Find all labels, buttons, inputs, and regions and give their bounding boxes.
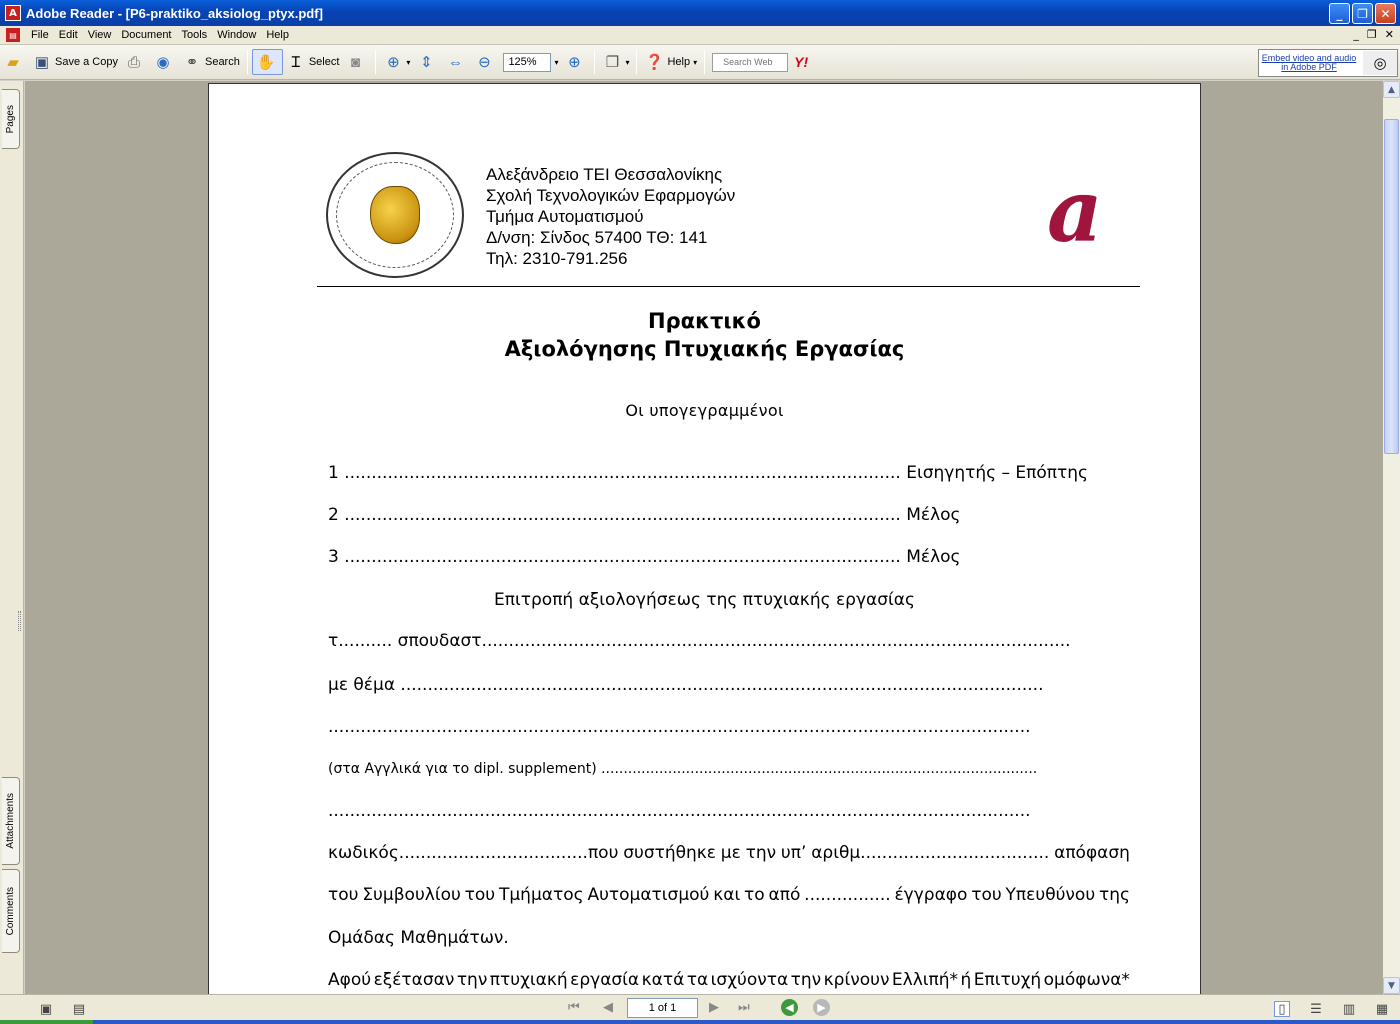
text-word: Υπευθύνου bbox=[1005, 885, 1096, 905]
institution-line: Σχολή Τεχνολογικών Εφαρμογών bbox=[486, 186, 736, 205]
facing-view-icon[interactable]: ▥ bbox=[1342, 1001, 1356, 1017]
next-page-button[interactable]: ▶ bbox=[709, 1000, 719, 1015]
document-title: Πρακτικό bbox=[648, 309, 761, 333]
text-word: κατά bbox=[641, 970, 685, 990]
committee-heading: Επιτροπή αξιολογήσεως της πτυχιακής εργασίας bbox=[494, 590, 915, 610]
minus-circle-icon: ⊖ bbox=[478, 54, 491, 71]
continuous-facing-view-icon[interactable]: ▦ bbox=[1375, 1001, 1389, 1017]
snapshot-button[interactable] bbox=[342, 49, 371, 75]
text-word: Αφού bbox=[328, 970, 372, 990]
topic-continuation-line: .................................................................................................................................. bbox=[328, 717, 1031, 737]
text-word: το bbox=[744, 885, 765, 905]
text-word: την bbox=[745, 843, 777, 863]
pdf-page bbox=[208, 83, 1201, 994]
taskbar-strip bbox=[0, 1020, 1400, 1024]
select-label: Select bbox=[308, 56, 340, 68]
first-page-button[interactable]: ⏮ bbox=[568, 1000, 580, 1015]
topic-line: με θέμα ....................................................................................................................... bbox=[328, 675, 1044, 695]
title-bar bbox=[0, 0, 1400, 26]
document-viewport[interactable] bbox=[25, 81, 1383, 994]
yahoo-logo[interactable]: Y! bbox=[794, 54, 809, 70]
doc-restore-icon[interactable]: ❐ bbox=[1366, 28, 1377, 41]
fit-width-button[interactable] bbox=[442, 49, 471, 75]
tab-attachments-label: Attachments bbox=[5, 793, 16, 849]
page-layout-button[interactable] bbox=[599, 49, 632, 75]
camera-icon: ◙ bbox=[350, 53, 360, 71]
english-continuation-line: .................................................................................................................................. bbox=[328, 801, 1031, 821]
committee-member-3: 3 ....................................................................................................... Μέλος bbox=[328, 547, 961, 567]
council-line bbox=[328, 885, 1130, 905]
tab-attachments[interactable] bbox=[2, 777, 20, 865]
text-word: του bbox=[328, 885, 359, 905]
pane-resize-grip[interactable] bbox=[18, 611, 21, 631]
email-button[interactable] bbox=[150, 49, 179, 75]
last-page-button[interactable]: ⏭ bbox=[738, 1000, 750, 1015]
search-label: Search bbox=[204, 56, 240, 68]
code-line bbox=[328, 843, 1130, 863]
text-word: εργασία bbox=[570, 970, 640, 990]
menu-help[interactable]: Help bbox=[266, 29, 289, 41]
fit-page-icon: ⇕ bbox=[420, 54, 433, 71]
embed-ad-text[interactable]: Embed video and audio in Adobe PDF bbox=[1261, 53, 1357, 72]
zoom-tool-button[interactable] bbox=[380, 49, 413, 75]
maximize-button[interactable]: ❐ bbox=[1352, 3, 1373, 24]
english-topic-line: (στα Αγγλικά για το dipl. supplement) .................................................................................................. bbox=[328, 761, 1038, 777]
committee-member-2: 2 ....................................................................................................... Μέλος bbox=[328, 505, 961, 525]
chevron-down-icon[interactable]: ▾ bbox=[406, 57, 411, 67]
text-word: του bbox=[971, 885, 1002, 905]
monitor-icon[interactable]: ▣ bbox=[39, 1001, 53, 1017]
text-word: Τμήματος bbox=[498, 885, 584, 905]
header-divider bbox=[317, 286, 1140, 287]
help-icon: ❓ bbox=[645, 54, 664, 71]
toolbar-separator bbox=[375, 50, 376, 74]
help-label: Help bbox=[667, 56, 691, 68]
save-copy-label: Save a Copy bbox=[55, 56, 118, 68]
scroll-thumb[interactable] bbox=[1384, 119, 1399, 454]
plus-circle-icon: ⊕ bbox=[568, 54, 581, 71]
adobe-reader-icon: A bbox=[5, 5, 21, 21]
committee-member-1: 1 ....................................................................................................... Εισηγητής – Επόπτης bbox=[328, 463, 1088, 483]
binoculars-icon: ⚭ bbox=[185, 54, 199, 71]
window-title: Adobe Reader - [P6-praktiko_aksiolog_ptyx.pdf] bbox=[26, 5, 323, 21]
text-word: με bbox=[720, 843, 741, 863]
text-word: εξέτασαν bbox=[373, 970, 455, 990]
zoom-level-input[interactable] bbox=[503, 53, 551, 72]
tei-seal-logo bbox=[326, 152, 464, 278]
fit-width-icon: ⇔ bbox=[447, 53, 463, 71]
toolbar-separator bbox=[247, 50, 248, 74]
text-word: του bbox=[464, 885, 496, 905]
fit-page-button[interactable] bbox=[413, 49, 442, 75]
previous-page-button[interactable]: ◀ bbox=[603, 1000, 613, 1015]
institution-line: Τηλ: 2310-791.256 bbox=[486, 249, 628, 268]
pages-icon: ❐ bbox=[605, 54, 620, 71]
pdf-document-icon[interactable]: ▤ bbox=[6, 28, 20, 42]
tab-comments[interactable] bbox=[2, 869, 20, 953]
open-button[interactable] bbox=[0, 49, 29, 75]
navigation-pane bbox=[0, 81, 24, 994]
menu-file[interactable]: File bbox=[31, 29, 49, 41]
text-word: κωδικός...................................που bbox=[328, 843, 619, 863]
menu-edit[interactable]: Edit bbox=[58, 29, 78, 41]
text-cursor-icon: Ɪ bbox=[291, 54, 301, 71]
institution-line: Τμήμα Αυτοματισμού bbox=[486, 207, 644, 226]
hand-icon: ✋ bbox=[256, 54, 276, 71]
student-line: τ.......... σπουδαστ............................................................................................................. bbox=[328, 631, 1071, 651]
text-word: αριθμ................................... bbox=[811, 843, 1050, 863]
text-word: την bbox=[456, 970, 488, 990]
save-copy-button[interactable] bbox=[29, 49, 121, 75]
zoom-dropdown-chevron-icon[interactable]: ▾ bbox=[554, 57, 559, 67]
embed-video-ad[interactable] bbox=[1258, 49, 1398, 77]
text-word: τα bbox=[686, 970, 709, 990]
close-button[interactable]: ✕ bbox=[1375, 3, 1396, 24]
text-word: και bbox=[713, 885, 741, 905]
chevron-down-icon[interactable]: ▾ bbox=[693, 57, 698, 67]
group-line: Ομάδας Μαθημάτων. bbox=[328, 928, 509, 948]
globe-email-icon: ◉ bbox=[156, 54, 170, 71]
folder-open-icon: ▰ bbox=[7, 54, 19, 71]
text-word: υπ’ bbox=[780, 843, 807, 863]
toolbar bbox=[0, 45, 1400, 80]
text-word: Επιτυχή bbox=[973, 970, 1042, 990]
disk-icon: ▣ bbox=[34, 54, 50, 71]
toolbar-separator bbox=[594, 50, 595, 74]
menu-window[interactable]: Window bbox=[217, 29, 257, 41]
text-word: Ελλιπή* bbox=[891, 970, 959, 990]
single-page-view-icon[interactable]: ▯ bbox=[1274, 1001, 1290, 1017]
printer-icon: ⎙ bbox=[127, 53, 140, 71]
document-properties-icon[interactable]: ▤ bbox=[72, 1001, 86, 1017]
text-word: ομόφωνα* bbox=[1043, 970, 1130, 990]
text-word: ή bbox=[960, 970, 972, 990]
text-word: Αυτοματισμού bbox=[587, 885, 710, 905]
menu-bar bbox=[0, 26, 1400, 45]
camera-icon: ◎ bbox=[1363, 51, 1397, 75]
scroll-up-button[interactable]: ▲ bbox=[1383, 81, 1400, 98]
text-word: συστήθηκε bbox=[623, 843, 716, 863]
institution-line: Δ/νση: Σίνδος 57400 ΤΘ: 141 bbox=[486, 228, 708, 247]
menu-tools[interactable]: Tools bbox=[181, 29, 208, 41]
text-word: πτυχιακή bbox=[489, 970, 568, 990]
tab-comments-label: Comments bbox=[5, 886, 16, 936]
continuous-view-icon[interactable]: ☰ bbox=[1310, 1001, 1322, 1017]
institution-header bbox=[486, 164, 735, 269]
vertical-scrollbar[interactable] bbox=[1383, 81, 1400, 994]
print-button[interactable] bbox=[121, 49, 150, 75]
chevron-down-icon[interactable]: ▾ bbox=[625, 57, 630, 67]
alpha-logo: a bbox=[1047, 161, 1103, 262]
text-word: της bbox=[1099, 885, 1130, 905]
zoom-out-button[interactable] bbox=[471, 49, 500, 75]
minimize-button[interactable]: _ bbox=[1329, 3, 1350, 24]
tab-pages-label: Pages bbox=[5, 104, 16, 134]
search-web-input[interactable] bbox=[712, 53, 788, 72]
help-button[interactable] bbox=[641, 49, 700, 75]
select-tool-button[interactable] bbox=[283, 49, 343, 75]
search-button[interactable] bbox=[179, 49, 243, 75]
document-subtitle: Αξιολόγησης Πτυχιακής Εργασίας bbox=[504, 337, 905, 361]
text-word: ισχύοντα bbox=[710, 970, 789, 990]
doc-close-icon[interactable]: ✕ bbox=[1384, 28, 1394, 41]
text-word: Συμβουλίου bbox=[362, 885, 461, 905]
tab-pages[interactable] bbox=[2, 89, 20, 149]
institution-line: Αλεξάνδρειο ΤΕΙ Θεσσαλονίκης bbox=[486, 165, 723, 184]
text-word: απόφαση bbox=[1054, 843, 1130, 863]
undersigned-label: Οι υπογεγραμμένοι bbox=[625, 401, 784, 420]
doc-minimize-icon[interactable]: _ bbox=[1353, 28, 1359, 41]
scroll-down-button[interactable]: ▼ bbox=[1383, 977, 1400, 994]
zoom-in-magnifier-icon: ⊕ bbox=[387, 54, 400, 71]
text-word: ................ bbox=[804, 885, 891, 905]
menu-document[interactable]: Document bbox=[121, 29, 172, 41]
page-number-input[interactable]: 1 of 1 bbox=[627, 998, 698, 1018]
text-word: κρίνουν bbox=[823, 970, 890, 990]
zoom-in-button[interactable] bbox=[561, 49, 590, 75]
hand-tool-button[interactable] bbox=[252, 49, 283, 75]
text-word: έγγραφο bbox=[894, 885, 968, 905]
evaluation-line bbox=[328, 970, 1130, 990]
toolbar-separator bbox=[636, 50, 637, 74]
go-back-icon[interactable]: ◀ bbox=[781, 999, 798, 1016]
text-word: από bbox=[768, 885, 801, 905]
go-forward-icon[interactable]: ▶ bbox=[813, 999, 830, 1016]
menu-view[interactable]: View bbox=[87, 29, 112, 41]
toolbar-separator bbox=[704, 50, 705, 74]
seal-ring bbox=[336, 162, 454, 268]
text-word: την bbox=[790, 970, 822, 990]
